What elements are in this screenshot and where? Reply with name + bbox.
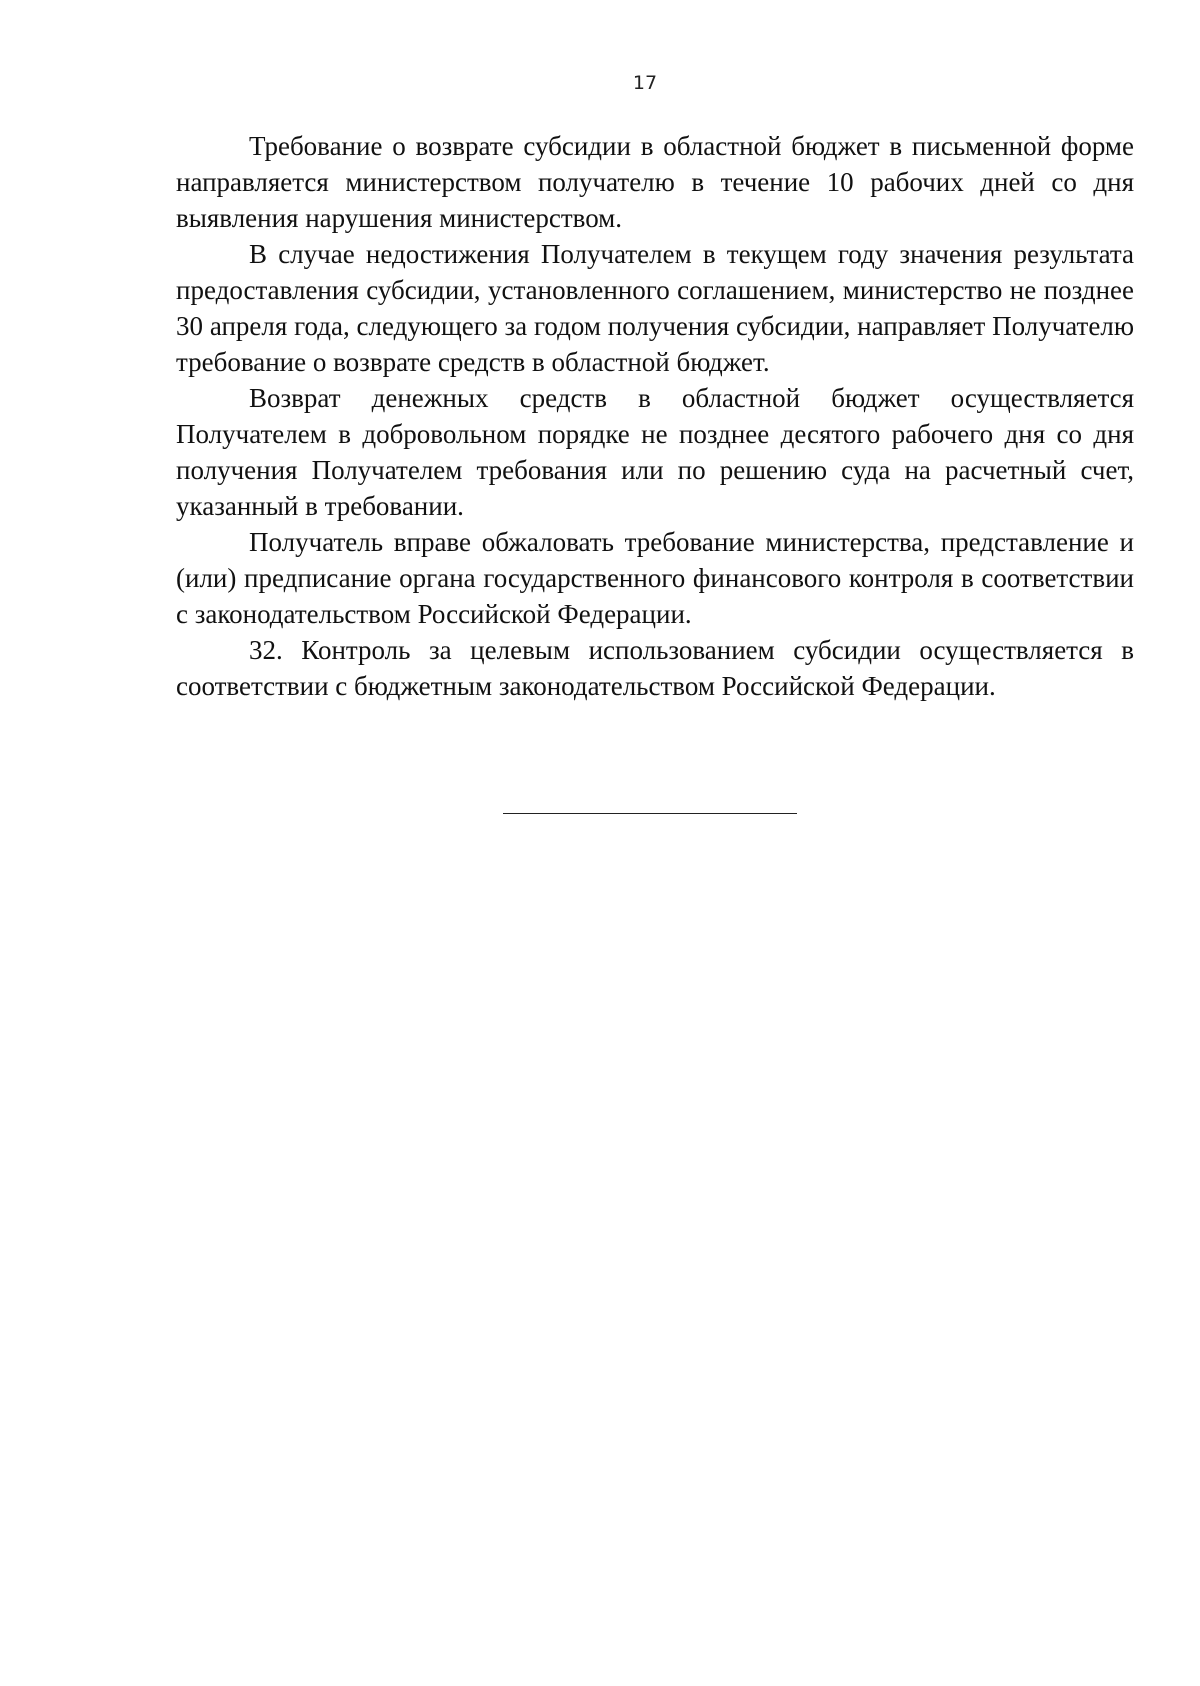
end-of-document-line bbox=[503, 813, 797, 814]
paragraph-voluntary-return: Возврат денежных средств в областной бюджет осуществляется Получателем в добровольном порядке не позднее десятого рабочего дня со дня получения Получателем требования или по решению суда на расчетный счет, указанный в требовании. bbox=[176, 383, 1134, 521]
paragraph-control-clause-32: 32. Контроль за целевым использованием субсидии осуществляется в соответствии с бюджетным законодательством Российской Федерации. bbox=[176, 635, 1134, 701]
paragraph-result-not-achieved: В случае недостижения Получателем в текущем году значения результата предоставления субсидии, установленного соглашением, министерство не позднее 30 апреля года, следующего за годом получения субсидии, направляет Получателю требование о возврате средств в областной бюджет. bbox=[176, 239, 1134, 377]
paragraph-appeal-right: Получатель вправе обжаловать требование министерства, представление и (или) предписание органа государственного финансового контроля в соответствии с законодательством Российской Федерации. bbox=[176, 527, 1134, 629]
paragraph-refund-demand: Требование о возврате субсидии в областной бюджет в письменной форме направляется министерством получателю в течение 10 рабочих дней со дня выявления нарушения министерством. bbox=[176, 131, 1134, 233]
page-number: 17 bbox=[632, 72, 658, 94]
document-body bbox=[176, 128, 1134, 704]
